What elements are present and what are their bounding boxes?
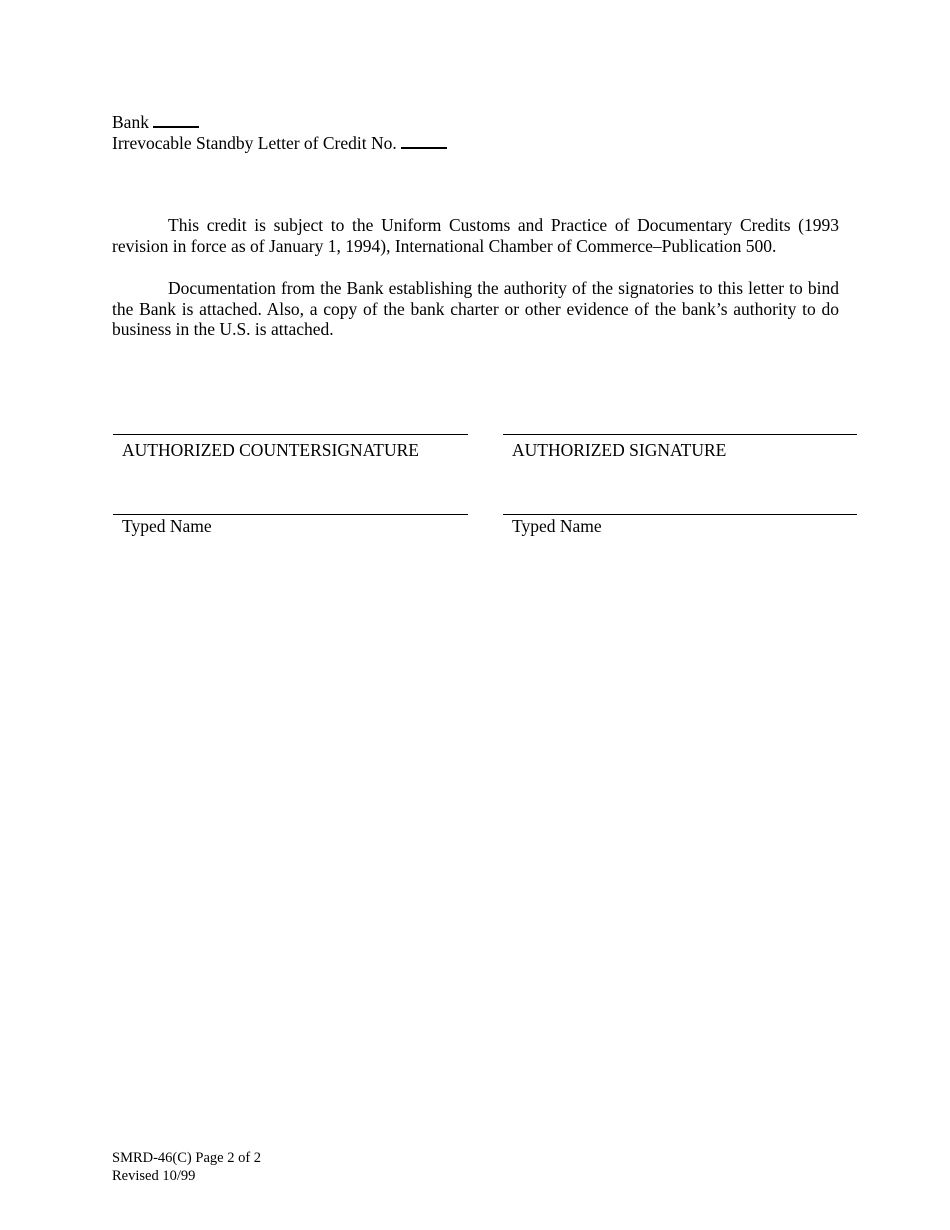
bank-line — [112, 112, 199, 133]
letter-of-credit-line — [112, 133, 447, 154]
countersignature-label: AUTHORIZED COUNTERSIGNATURE — [122, 440, 419, 460]
signer-typed-name-line[interactable] — [503, 514, 857, 515]
countersignature-line[interactable] — [113, 434, 468, 435]
signer-typed-name-label: Typed Name — [512, 516, 602, 536]
ucp-paragraph: This credit is subject to the Uniform Customs and Practice of Documentary Credits (1993 revision in force as of January 1, 1994), International Chamber of Commerce–Publication 500. — [112, 215, 839, 256]
bank-label: Bank — [112, 112, 149, 132]
letter-of-credit-number-blank[interactable] — [401, 133, 447, 149]
bank-name-blank[interactable] — [153, 112, 199, 128]
letter-of-credit-label: Irrevocable Standby Letter of Credit No. — [112, 133, 397, 153]
documentation-paragraph: Documentation from the Bank establishing the authority of the signatories to this letter to bind the Bank is attached. Also, a copy of the bank charter or other evidence of the bank’s authority to do business in the U.S. is attached. — [112, 278, 839, 339]
countersigner-typed-name-label: Typed Name — [122, 516, 212, 536]
countersigner-typed-name-line[interactable] — [113, 514, 468, 515]
form-id: SMRD-46(C) Page 2 of 2 — [112, 1150, 262, 1166]
revision-date: Revised 10/99 — [112, 1168, 196, 1184]
signature-label: AUTHORIZED SIGNATURE — [512, 440, 727, 460]
signature-line[interactable] — [503, 434, 857, 435]
